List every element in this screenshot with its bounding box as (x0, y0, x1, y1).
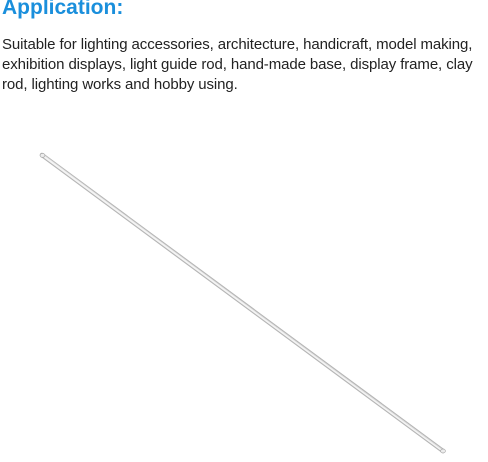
rod-end-bottom (441, 449, 446, 453)
description-line: Suitable for lighting accessories, architecture, handicraft, model making, (2, 36, 473, 53)
page-heading: Application: (2, 0, 124, 19)
rod-highlight (43, 154, 443, 450)
rod-end-top (40, 153, 45, 157)
description-line: rod, lighting works and hobby using. (2, 76, 238, 93)
description-line: exhibition displays, light guide rod, hand-made base, display frame, clay (2, 56, 473, 73)
rod-body (42, 155, 443, 451)
